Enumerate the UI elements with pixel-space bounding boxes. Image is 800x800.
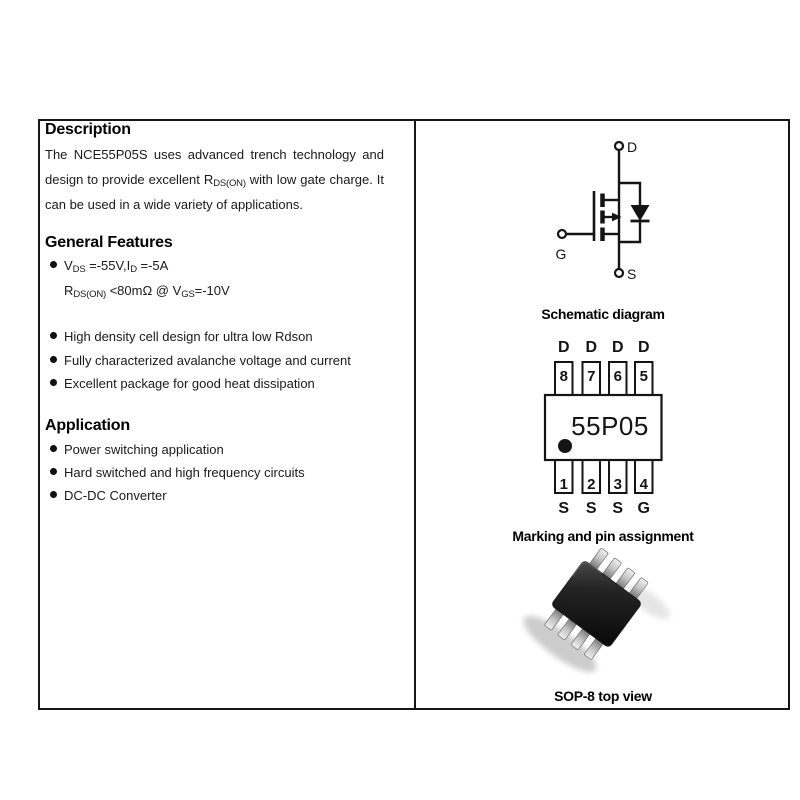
description-line-3: can be used in a wide variety of applications. — [45, 197, 303, 212]
pin-function-label: G — [637, 500, 650, 517]
general-features-title: General Features — [45, 234, 173, 251]
application-title: Application — [45, 417, 130, 434]
pin-function-label: D — [637, 339, 650, 356]
pin-number: 8 — [559, 368, 568, 385]
mosfet-schematic — [510, 120, 700, 305]
pin-function-label: D — [585, 339, 598, 356]
subscript: D — [130, 264, 137, 275]
feature-spec-line-1: $V_{DS} =-55V,I_D =-5A$ — [64, 258, 169, 275]
description-title: Description — [45, 121, 131, 138]
description-line-2: design to provide excellent $R_{DS(ON)}$ with low gate charge. It — [45, 172, 384, 189]
bullet-icon — [50, 332, 57, 339]
gate-label: G — [555, 246, 567, 262]
subscript: GS — [181, 289, 195, 300]
pin-number: 7 — [587, 368, 596, 385]
bullet-icon — [50, 491, 57, 498]
pin-function-label: S — [612, 500, 624, 517]
drain-label: D — [627, 139, 638, 155]
pin-function-label: S — [558, 500, 570, 517]
source-terminal — [615, 269, 623, 277]
device-marking: 55P05 — [571, 411, 649, 441]
bullet-icon — [50, 356, 57, 363]
pin-number: 1 — [559, 476, 568, 493]
application-item: Power switching application — [64, 442, 224, 457]
pin-number: 5 — [639, 368, 648, 385]
feature-item: Excellent package for good heat dissipation — [64, 376, 315, 391]
pin-function-label: D — [557, 339, 570, 356]
pin-assignment-diagram — [510, 330, 700, 520]
drain-terminal — [615, 142, 623, 150]
pin1-dot — [558, 439, 572, 453]
pin-function-label: S — [585, 500, 597, 517]
feature-spec-line-2: $R_{DS(ON)} <80m\Omega$ @ $V_{GS}=-10V$ — [64, 283, 230, 300]
description-line-1: The NCE55P05S uses advanced trench technology and — [45, 147, 384, 162]
package-view-caption: SOP-8 top view — [554, 688, 652, 704]
subscript: DS(ON) — [73, 289, 106, 300]
pin-number: 3 — [613, 476, 622, 493]
subscript: DS — [72, 264, 86, 275]
bullet-icon — [50, 468, 57, 475]
bullet-icon — [50, 379, 57, 386]
body-diode-branch-top — [619, 183, 640, 205]
feature-item: High density cell design for ultra low Rdson — [64, 329, 313, 344]
pin-number: 4 — [639, 476, 648, 493]
diode-triangle — [631, 205, 650, 221]
bullet-icon — [50, 445, 57, 452]
sop8-package-image — [510, 548, 700, 683]
pin-number: 2 — [587, 476, 596, 493]
gate-terminal — [558, 230, 566, 238]
body-diode-branch-bottom — [619, 221, 640, 242]
column-divider — [414, 119, 416, 710]
subscript: DS(ON) — [213, 178, 246, 189]
schematic-caption: Schematic diagram — [541, 306, 665, 322]
feature-item: Fully characterized avalanche voltage and current — [64, 353, 351, 368]
bullet-icon — [50, 261, 57, 268]
pin-function-label: D — [611, 339, 624, 356]
application-item: DC-DC Converter — [64, 488, 167, 503]
application-item: Hard switched and high frequency circuits — [64, 465, 305, 480]
pin-number: 6 — [613, 368, 622, 385]
pin-assignment-caption: Marking and pin assignment — [512, 528, 694, 544]
source-label: S — [627, 266, 637, 282]
